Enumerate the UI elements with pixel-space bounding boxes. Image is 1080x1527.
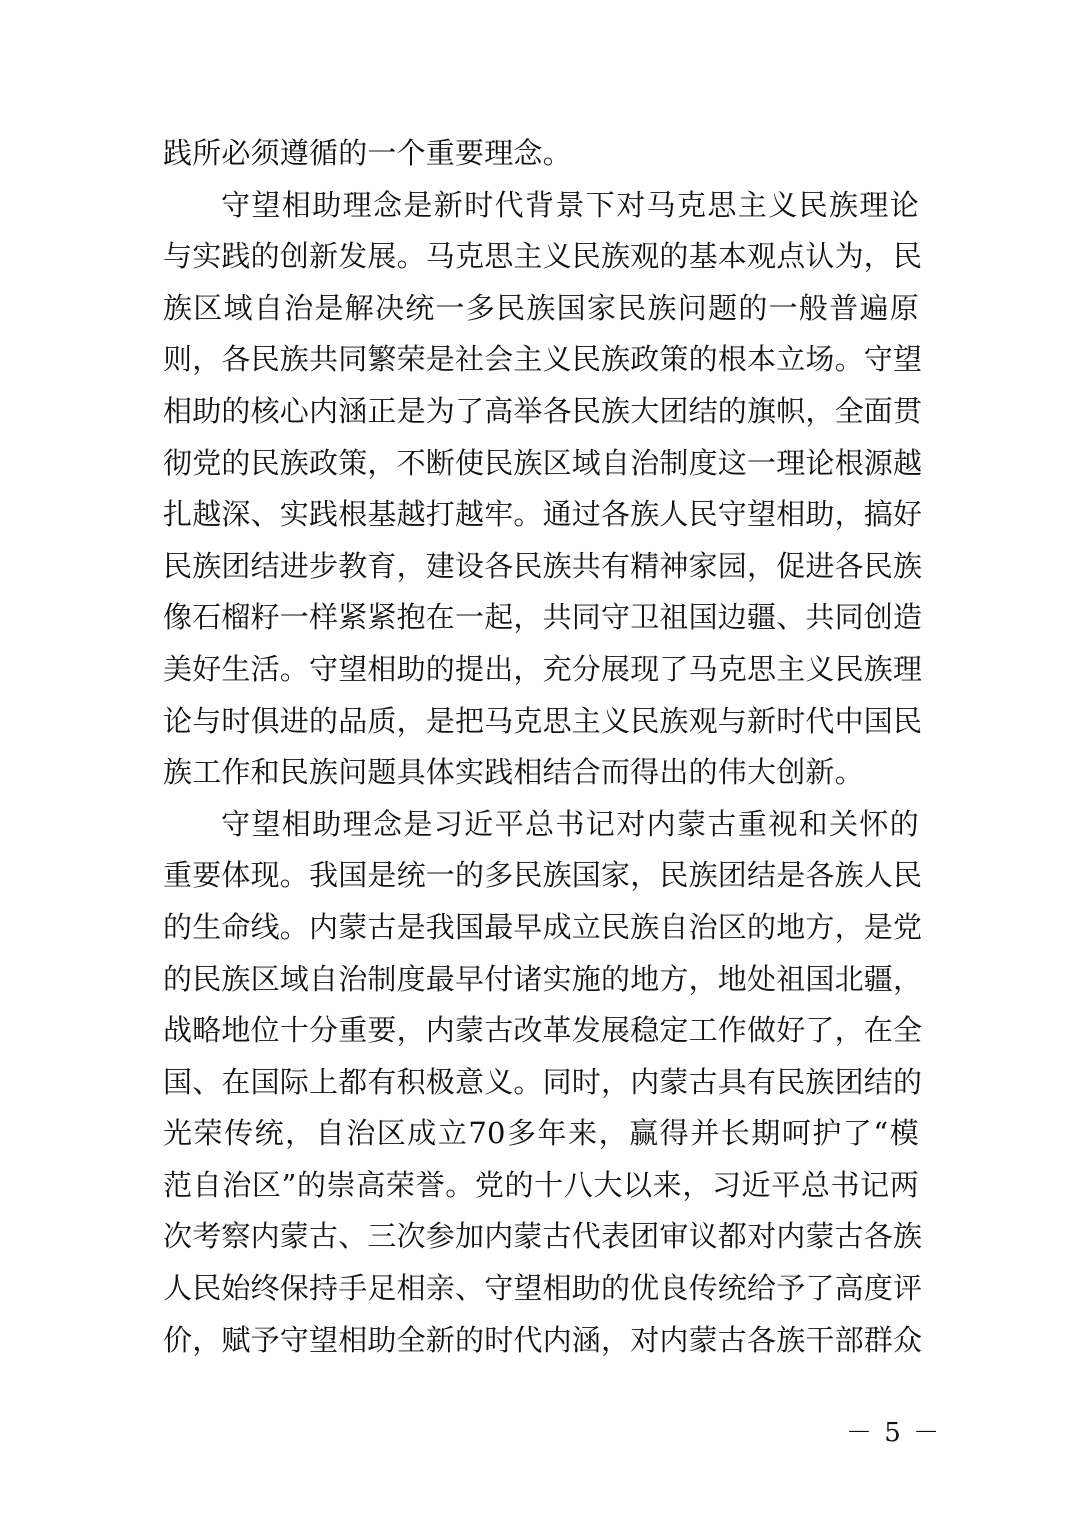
text-line: 扎越深、实践根基越打越牢。通过各族人民守望相助，搞好 (163, 497, 923, 532)
text-line: 彻党的民族政策，不断使民族区域自治制度这一理论根源越 (163, 445, 923, 480)
page-number: － 5 － (846, 1418, 942, 1448)
text-line: 民族团结进步教育，建设各民族共有精神家园，促进各民族 (163, 548, 923, 583)
text-line: 像石榴籽一样紧紧抱在一起，共同守卫祖国边疆、共同创造 (163, 600, 923, 635)
text-line: 守望相助理念是新时代背景下对马克思主义民族理论 (221, 187, 919, 222)
text-line: 光荣传统，自治区成立70多年来，赢得并长期呵护了“模 (163, 1116, 919, 1151)
text-line: 国、在国际上都有积极意义。同时，内蒙古具有民族团结的 (163, 1064, 923, 1099)
text-line: 论与时俱进的品质，是把马克思主义民族观与新时代中国民 (163, 703, 923, 738)
text-line: 战略地位十分重要，内蒙古改革发展稳定工作做好了，在全 (163, 1013, 923, 1048)
body-text (163, 128, 923, 1366)
text-line: 次考察内蒙古、三次参加内蒙古代表团审议都对内蒙古各族 (163, 1219, 923, 1254)
text-line: 则，各民族共同繁荣是社会主义民族政策的根本立场。守望 (163, 342, 923, 377)
text-line: 与实践的创新发展。马克思主义民族观的基本观点认为，民 (163, 239, 923, 274)
text-line: 价，赋予守望相助全新的时代内涵，对内蒙古各族干部群众 (163, 1322, 923, 1357)
text-line: 范自治区”的崇高荣誉。党的十八大以来，习近平总书记两 (163, 1167, 919, 1202)
text-line: 相助的核心内涵正是为了高举各民族大团结的旗帜，全面贯 (163, 393, 923, 428)
text-line: 的生命线。内蒙古是我国最早成立民族自治区的地方，是党 (163, 909, 923, 944)
text-line: 人民始终保持手足相亲、守望相助的优良传统给予了高度评 (163, 1271, 923, 1306)
text-line: 族区域自治是解决统一多民族国家民族问题的一般普遍原 (163, 290, 919, 325)
text-line: 践所必须遵循的一个重要理念。 (163, 136, 572, 170)
text-line: 守望相助理念是习近平总书记对内蒙古重视和关怀的 (221, 806, 919, 841)
text-line: 重要体现。我国是统一的多民族国家，民族团结是各族人民 (163, 858, 923, 893)
text-line: 的民族区域自治制度最早付诸实施的地方，地处祖国北疆， (163, 961, 923, 996)
text-line: 族工作和民族问题具体实践相结合而得出的伟大创新。 (163, 755, 864, 790)
text-line: 美好生活。守望相助的提出，充分展现了马克思主义民族理 (163, 651, 923, 686)
